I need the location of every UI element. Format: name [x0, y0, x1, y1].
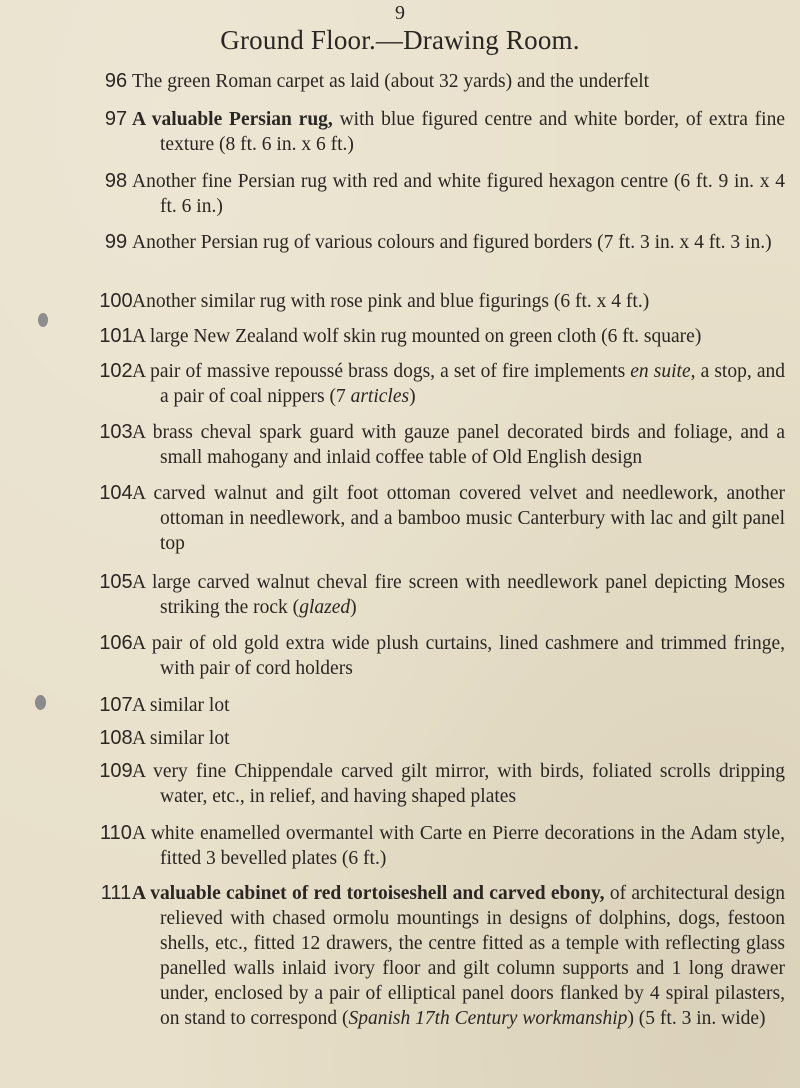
lot-number: 106 — [99, 632, 133, 654]
lot-description: A large New Zealand wolf skin rug mounted on green cloth (6 ft. square) — [132, 326, 702, 347]
lot-number: 108 — [99, 727, 133, 749]
lot-number: 104 — [99, 482, 133, 504]
lot-description: A valuable Persian rug, with blue figured centre and white border, of extra fine texture (8 ft. 6 in. x 6 ft.) — [132, 109, 785, 155]
lot-number: 105 — [99, 571, 133, 593]
lot-description: A brass cheval spark guard with gauze panel decorated birds and foliage, and a small mahogany and inlaid coffee table of Old English design — [132, 422, 785, 468]
lot-number: 97 — [104, 108, 128, 130]
lot-description: A pair of massive repoussé brass dogs, a set of fire implements en suite, a stop, and a pair of coal nippers (7 articles) — [132, 361, 785, 407]
lot-number: 103 — [99, 421, 133, 443]
lot-description: A pair of old gold extra wide plush curtains, lined cashmere and trimmed fringe, with pair of cord holders — [132, 633, 785, 679]
lot-number: 99 — [104, 231, 128, 253]
lot-number: 111 — [100, 882, 132, 904]
lot-description: Another similar rug with rose pink and blue figurings (6 ft. x 4 ft.) — [132, 291, 650, 312]
lot-number: 110 — [100, 822, 132, 844]
lot-description: Another fine Persian rug with red and white figured hexagon centre (6 ft. 9 in. x 4 ft. 6 in.) — [132, 171, 785, 217]
lot-description: Another Persian rug of various colours and figured borders (7 ft. 3 in. x 4 ft. 3 in.) — [132, 232, 772, 253]
page-heading: Ground Floor.—Drawing Room. — [220, 25, 580, 55]
ink-stain — [35, 695, 46, 710]
lot-description: A very fine Chippendale carved gilt mirror, with birds, foliated scrolls dripping water, etc., in relief, and having shaped plates — [132, 761, 785, 807]
lot-number: 101 — [99, 325, 133, 347]
ink-stain — [38, 313, 48, 327]
lot-description: A white enamelled overmantel with Carte en Pierre decorations in the Adam style, fitted 3 bevelled plates (6 ft.) — [132, 823, 785, 869]
lot-description: A large carved walnut cheval fire screen with needlework panel depicting Moses striking the rock (glazed) — [132, 572, 785, 618]
lot-number: 102 — [99, 360, 133, 382]
lot-description: A similar lot — [132, 695, 230, 716]
page-number: 9 — [395, 2, 405, 24]
lot-description: A valuable cabinet of red tortoiseshell and carved ebony, of architectural design relieved with chased ormolu mountings in designs of dolphins, dogs, festoon shells, etc., fitted 12 drawers, the centre fitted as a temple with reflecting glass panelled walls inlaid ivory floor and gilt column supports and 1 long drawer under, enclosed by a pair of elliptical panel doors flanked by 4 spiral pilasters, on stand to correspond (Spanish 17th Century workmanship) (5 ft. 3 in. wide) — [132, 883, 785, 1029]
lot-number: 109 — [99, 760, 133, 782]
lot-number: 98 — [104, 170, 128, 192]
lot-description: The green Roman carpet as laid (about 32 yards) and the underfelt — [132, 71, 650, 92]
lot-number: 107 — [99, 694, 133, 716]
lot-number: 96 — [104, 70, 128, 92]
lot-description: A carved walnut and gilt foot ottoman covered velvet and needlework, another ottoman in needlework, and a bamboo music Canterbury with lac and gilt panel top — [132, 483, 785, 554]
lot-description: A similar lot — [132, 728, 230, 749]
lot-number: 100 — [99, 290, 133, 312]
